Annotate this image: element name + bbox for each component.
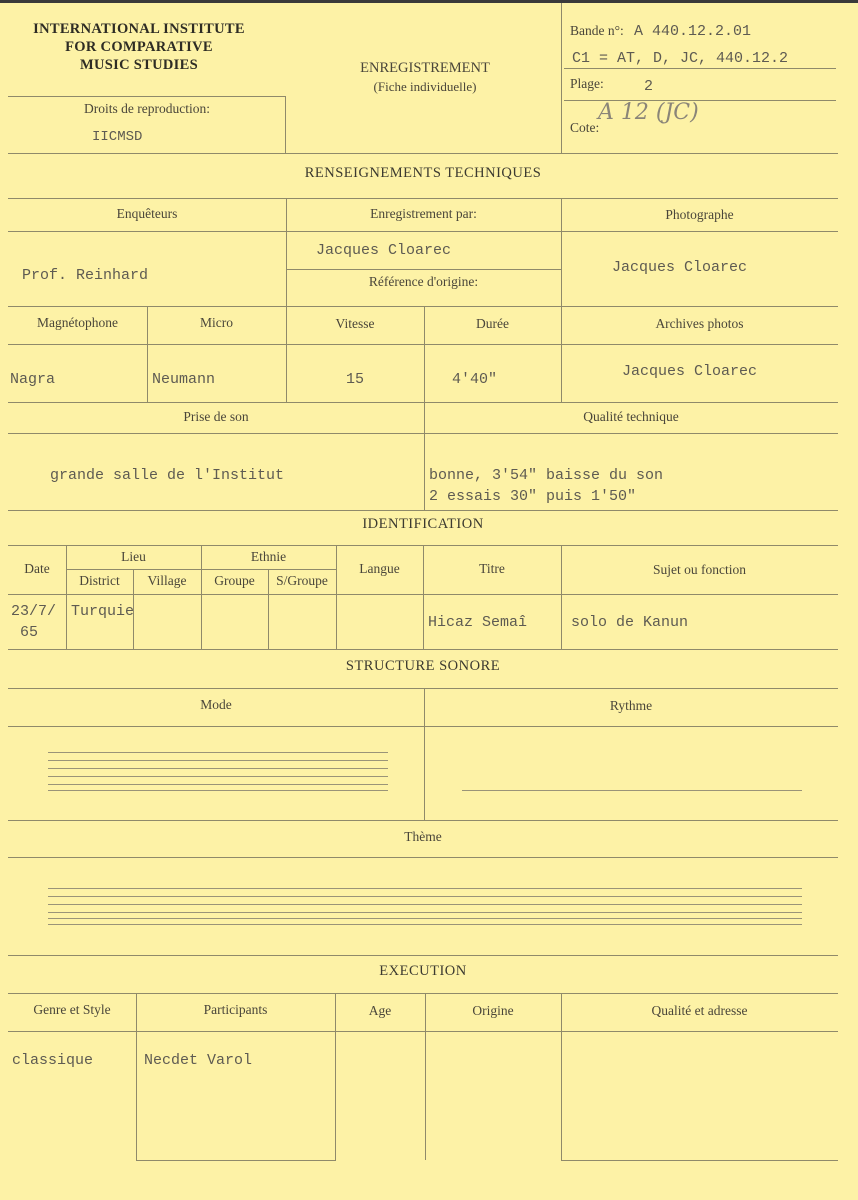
rule: [8, 594, 838, 595]
qualite-line-1: bonne, 3'54" baisse du son: [429, 467, 664, 484]
mode-line: [48, 768, 388, 769]
section-identification-title: IDENTIFICATION: [362, 516, 484, 532]
rule: [8, 198, 838, 199]
theme-line: [48, 912, 802, 913]
mode-line: [48, 760, 388, 761]
date-line-1: 23/7/: [11, 603, 57, 620]
photographe-value: Jacques Cloarec: [612, 259, 748, 276]
genre-value: classique: [12, 1052, 94, 1069]
duree-value: 4'40": [452, 371, 498, 388]
rule: [8, 857, 838, 858]
sujet-value: solo de Kanun: [571, 614, 689, 631]
rule: [564, 68, 836, 69]
magnetophone-value: Nagra: [10, 371, 56, 388]
rythme-line: [462, 790, 802, 791]
c1-value: C1 = AT, D, JC, 440.12.2: [572, 50, 789, 67]
participants-value: Necdet Varol: [144, 1052, 253, 1069]
theme-line: [48, 924, 802, 925]
archives-value: Jacques Cloarec: [622, 363, 758, 380]
theme-label: Thème: [404, 829, 442, 844]
mode-line: [48, 790, 388, 791]
rule: [136, 1160, 336, 1161]
sgroupe-label: S/Groupe: [276, 573, 328, 588]
rule: [66, 569, 336, 570]
mode-line: [48, 776, 388, 777]
micro-value: Neumann: [152, 371, 216, 388]
mode-label: Mode: [200, 697, 232, 712]
rule: [8, 402, 838, 403]
enqueteurs-value: Prof. Reinhard: [22, 267, 149, 284]
institute-line-3: MUSIC STUDIES: [80, 57, 198, 73]
prise-value: grande salle de l'Institut: [50, 467, 285, 484]
rule: [8, 955, 838, 956]
lieu-label: Lieu: [121, 549, 146, 564]
top-border: [0, 0, 858, 3]
rule: [8, 231, 838, 232]
rythme-label: Rythme: [609, 698, 653, 713]
rule: [286, 269, 561, 270]
rule: [8, 820, 838, 821]
vitesse-value: 15: [346, 371, 365, 388]
village-label: Village: [147, 573, 187, 588]
rule: [8, 1031, 838, 1032]
reference-label: Référence d'origine:: [368, 274, 479, 289]
date-label: Date: [24, 561, 50, 576]
photographe-label: Photographe: [665, 207, 734, 222]
rule: [8, 96, 286, 97]
ethnie-label: Ethnie: [250, 549, 287, 564]
archives-label: Archives photos: [655, 316, 744, 331]
rights-value: IICMSD: [92, 129, 143, 145]
rule: [8, 649, 838, 650]
groupe-label: Groupe: [214, 573, 255, 588]
theme-line: [48, 918, 802, 919]
theme-line: [48, 888, 802, 889]
origine-label: Origine: [472, 1003, 514, 1018]
participants-label: Participants: [203, 1002, 268, 1017]
institute-name: [8, 20, 270, 74]
cote-label: Cote:: [570, 120, 600, 135]
institute-line-2: FOR COMPARATIVE: [65, 39, 213, 55]
titre-label: Titre: [479, 561, 505, 576]
form-title: ENREGISTREMENT: [360, 60, 490, 76]
langue-label: Langue: [359, 561, 400, 576]
qualite-label: Qualité technique: [583, 409, 679, 424]
plage-label: Plage:: [570, 76, 604, 91]
magnetophone-label: Magnétophone: [37, 315, 118, 330]
mode-line: [48, 784, 388, 785]
enqueteurs-label: Enquêteurs: [116, 206, 178, 221]
micro-label: Micro: [200, 315, 233, 330]
prise-label: Prise de son: [183, 409, 249, 424]
titre-value: Hicaz Semaî: [428, 614, 528, 631]
rule: [8, 306, 838, 307]
date-line-2: 65: [20, 624, 39, 641]
bande-value: A 440.12.2.01: [634, 23, 752, 40]
bande-label: Bande n°:: [570, 23, 624, 38]
rule: [8, 993, 838, 994]
rule: [8, 510, 838, 511]
district-value: Turquie: [71, 603, 135, 620]
theme-line: [48, 904, 802, 905]
rule: [8, 153, 838, 154]
rule: [561, 3, 562, 153]
plage-value: 2: [644, 78, 654, 95]
genre-label: Genre et Style: [33, 1002, 111, 1017]
rule: [8, 688, 838, 689]
duree-label: Durée: [476, 316, 509, 331]
rule: [136, 993, 137, 1160]
form-subtitle: (Fiche individuelle): [373, 79, 477, 94]
age-label: Age: [368, 1003, 392, 1018]
rights-label: Droits de reproduction:: [84, 101, 210, 116]
enregistrement-value: Jacques Cloarec: [316, 242, 452, 259]
theme-line: [48, 896, 802, 897]
rule: [424, 306, 425, 510]
section-technique-title: RENSEIGNEMENTS TECHNIQUES: [304, 165, 542, 181]
enregistrement-label: Enregistrement par:: [370, 206, 477, 221]
qualite-line-2: 2 essais 30" puis 1'50": [429, 488, 637, 505]
rule: [8, 344, 838, 345]
sujet-label: Sujet ou fonction: [653, 562, 746, 577]
cote-value: A 12 (JC): [598, 100, 699, 125]
section-structure-title: STRUCTURE SONORE: [345, 658, 501, 674]
rule: [561, 1160, 838, 1161]
rule: [8, 726, 838, 727]
district-label: District: [79, 573, 120, 588]
mode-line: [48, 752, 388, 753]
adresse-label: Qualité et adresse: [651, 1003, 748, 1018]
rule: [561, 545, 562, 649]
institute-line-1: INTERNATIONAL INSTITUTE: [33, 21, 245, 37]
vitesse-label: Vitesse: [335, 316, 375, 331]
section-execution-title: EXECUTION: [379, 963, 467, 979]
rule: [8, 433, 838, 434]
